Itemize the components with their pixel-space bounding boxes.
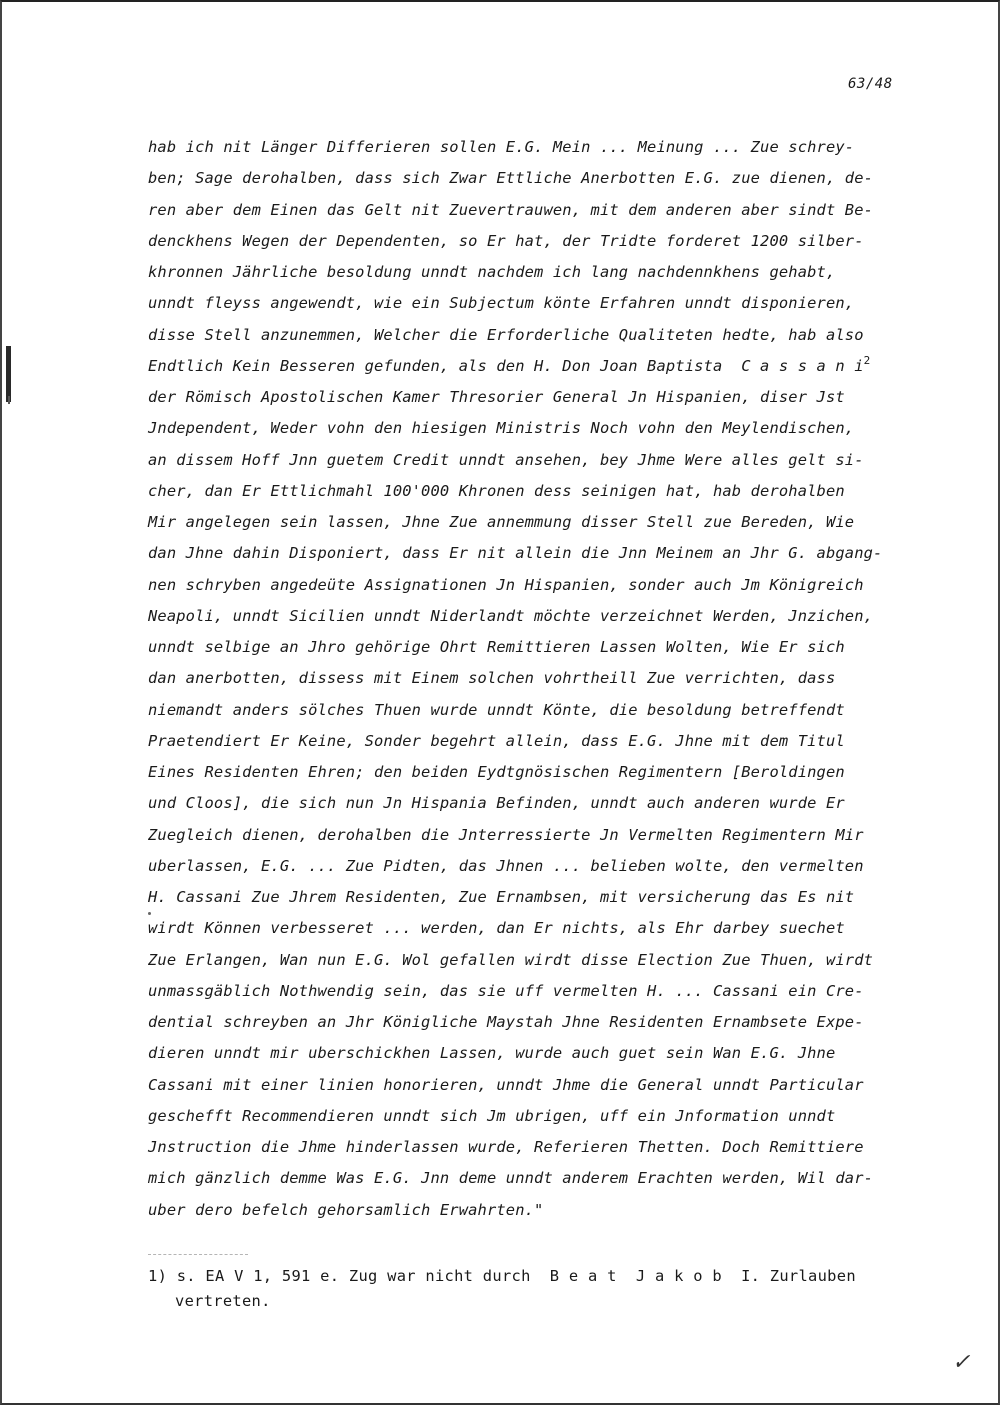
text-line: geschefft Recommendieren unndt sich Jm ubrigen, uff ein Jnformation unndt bbox=[148, 1106, 836, 1125]
text-line: wirdt Können verbesseret ... werden, dan Er nichts, als Ehr darbey suechet bbox=[148, 919, 845, 938]
footnote-marker: 2 bbox=[863, 353, 871, 367]
text-line: Jndependent, Weder vohn den hiesigen Ministris Noch vohn den Meylendischen, bbox=[148, 419, 855, 438]
text-line: disse Stell anzunemmen, Welcher die Erforderliche Qualiteten hedte, hab also bbox=[148, 325, 864, 344]
text-line: Zuegleich dienen, derohalben die Jnterressierte Jn Vermelten Regimentern Mir bbox=[148, 825, 864, 844]
text-line: ren aber dem Einen das Gelt nit Zuevertrauwen, mit dem anderen aber sindt Be- bbox=[148, 200, 874, 219]
text-line: dan anerbotten, dissess mit Einem solchen vohrtheill Zue verrichten, dass bbox=[148, 669, 836, 688]
footnote-line: vertreten. bbox=[175, 1292, 271, 1310]
footnote-separator bbox=[148, 1254, 248, 1255]
page-number: 63/48 bbox=[848, 76, 893, 92]
text-line: nen schryben angedeüte Assignationen Jn Hispanien, sonder auch Jm Königreich bbox=[148, 575, 864, 594]
text-line: Mir angelegen sein lassen, Jhne Zue annemmung disser Stell zue Bereden, Wie bbox=[148, 513, 855, 531]
text-line: hab ich nit Länger Differieren sollen E.G. Mein ... Meinung ... Zue schrey- bbox=[148, 138, 855, 156]
text-line: Zue Erlangen, Wan nun E.G. Wol gefallen wirdt disse Election Zue Thuen, wirdt bbox=[148, 950, 874, 969]
text-line: ben; Sage derohalben, dass sich Zwar Ettliche Anerbotten E.G. zue dienen, de- bbox=[148, 169, 874, 188]
text-line: H. Cassani Zue Jhrem Residenten, Zue Ernambsen, mit versicherung das Es nit bbox=[148, 888, 855, 906]
text-line: Cassani mit einer linien honorieren, unndt Jhme die General unndt Particular bbox=[148, 1075, 864, 1094]
footnote bbox=[148, 1264, 856, 1314]
text-line: der Römisch Apostolischen Kamer Thresorier General Jn Hispanien, diser Jst bbox=[148, 388, 845, 406]
text-line: an dissem Hoff Jnn guetem Credit unndt ansehen, bey Jhme Were alles gelt si- bbox=[148, 450, 864, 469]
text-line: uberlassen, E.G. ... Zue Pidten, das Jhnen ... belieben wolte, den vermelten bbox=[148, 856, 864, 875]
text-line: dieren unndt mir uberschickhen Lassen, wurde auch guet sein Wan E.G. Jhne bbox=[148, 1044, 836, 1063]
text-line: Neapoli, unndt Sicilien unndt Niderlandt möchte verzeichnet Werden, Jnzichen, bbox=[148, 606, 874, 625]
margin-binding-mark-tail bbox=[8, 396, 10, 404]
text-line: Endtlich Kein Besseren gefunden, als den H. Don Joan Baptista C a s s a n $i^2$ bbox=[148, 353, 871, 375]
text-line: khronnen Jährliche besoldung unndt nachdem ich lang nachdennkhens gehabt, bbox=[148, 263, 836, 281]
footnote-line: 1) s. EA V 1, 591 e. Zug war nicht durch B e a t J a k o b I. Zurlauben bbox=[148, 1267, 856, 1285]
margin-binding-mark bbox=[6, 346, 11, 402]
text-line: dan Jhne dahin Disponiert, dass Er nit allein die Jnn Meinem an Jhr G. abgang- bbox=[148, 544, 883, 563]
text-line: dential schreyben an Jhr Königliche Maystah Jhne Residenten Ernambsete Expe- bbox=[148, 1013, 864, 1031]
handwritten-corner-mark: ✓ bbox=[952, 1350, 971, 1375]
transcription-body bbox=[148, 132, 938, 1226]
text-line: unndt selbige an Jhro gehörige Ohrt Remittieren Lassen Wolten, Wie Er sich bbox=[148, 638, 845, 656]
text-line: Eines Residenten Ehren; den beiden Eydtgnösischen Regimentern [Beroldingen bbox=[148, 763, 845, 781]
text-line: mich gänzlich demme Was E.G. Jnn deme unndt anderem Erachten werden, Wil dar- bbox=[148, 1169, 874, 1188]
text-line: denckhens Wegen der Dependenten, so Er hat, der Tridte forderet 1200 silber- bbox=[148, 231, 864, 250]
text-line: und Cloos], die sich nun Jn Hispania Befinden, unndt auch anderen wurde Er bbox=[148, 794, 845, 813]
text-line: niemandt anders sölches Thuen wurde unndt Könte, die besoldung betreffendt bbox=[148, 700, 845, 719]
text-line: Praetendiert Er Keine, Sonder begehrt allein, dass E.G. Jhne mit dem Titul bbox=[148, 731, 845, 750]
text-line: unndt fleyss angewendt, wie ein Subjectum könte Erfahren unndt disponieren, bbox=[148, 294, 855, 313]
text-line: cher, dan Er Ettlichmahl 100'000 Khronen dess seinigen hat, hab derohalben bbox=[148, 481, 845, 500]
text-line: Jnstruction die Jhme hinderlassen wurde, Referieren Thetten. Doch Remittiere bbox=[148, 1138, 864, 1156]
text-line: uber dero befelch gehorsamlich Erwahrten." bbox=[148, 1200, 544, 1219]
text-line: unmassgäblich Nothwendig sein, das sie uff vermelten H. ... Cassani ein Cre- bbox=[148, 981, 864, 1000]
